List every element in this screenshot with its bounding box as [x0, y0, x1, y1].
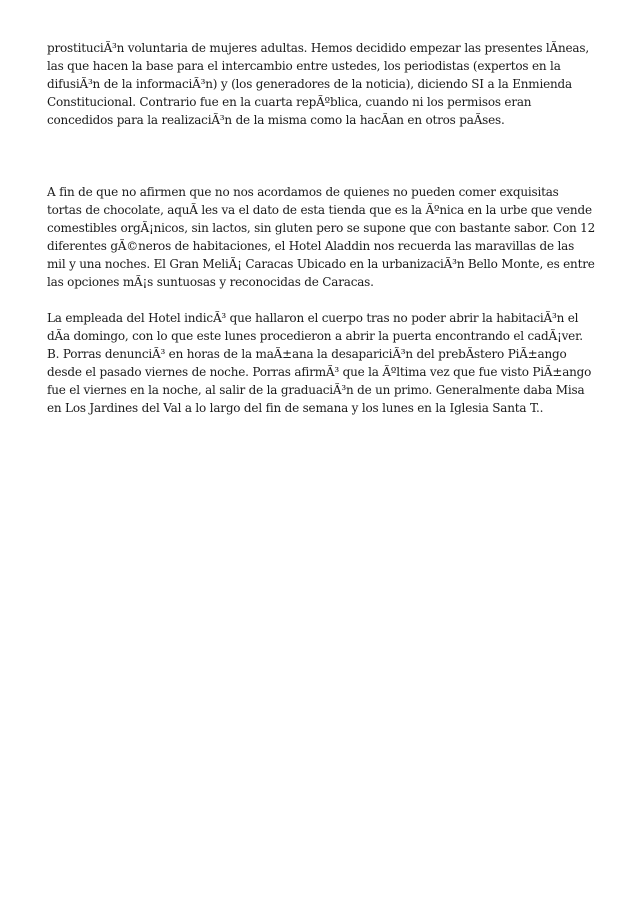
- paragraph-1: prostituciÃ³n voluntaria de mujeres adultas. Hemos decidido empezar las presentes lÃneas, las que hacen la base para el intercambio entre ustedes, los periodistas (expertos en la difusiÃ³n de la informaciÃ³n) y (los generadores de la noticia), diciendo SI a la Enmienda Constitucional. Contrario fue en la cuarta repÃºblica, cuando ni los permisos eran concedidos para la realizaciÃ³n de la misma como la hacÃan en otros paÃses.: [47, 41, 589, 127]
- paragraph-2: A fin de que no afirmen que no nos acordamos de quienes no pueden comer exquisitas tortas de chocolate, aquÃ les va el dato de esta tienda que es la Ãºnica en la urbe que vende comestibles orgÃ¡nicos, sin lactos, sin gluten pero se supone que con bastante sabor. Con 12 diferentes gÃ©neros de habitaciones, el Hotel Aladdin nos recuerda las maravillas de las mil y una noches. El Gran MeliÃ¡ Caracas Ubicado en la urbanizaciÃ³n Bello Monte, es entre las opciones mÃ¡s suntuosas y reconocidas de Caracas.: [47, 185, 596, 289]
- paragraph-3: La empleada del Hotel indicÃ³ que hallaron el cuerpo tras no poder abrir la habitaciÃ³n el dÃa domingo, con lo que este lunes procedieron a abrir la puerta encontrando el cadÃ¡ver. B. Porras denunciÃ³ en horas de la maÃ±ana la desapariciÃ³n del prebÃstero PiÃ±ango desde el pasado viernes de noche. Porras afirmÃ³ que la Ãºltima vez que fue visto PiÃ±ango fue el viernes en la noche, al salir de la graduaciÃ³n de un primo. Generalmente daba Misa en Los Jardines del Val a lo largo del fin de semana y los lunes en la Iglesia Santa T..: [47, 311, 592, 415]
- document-body: [47, 39, 595, 417]
